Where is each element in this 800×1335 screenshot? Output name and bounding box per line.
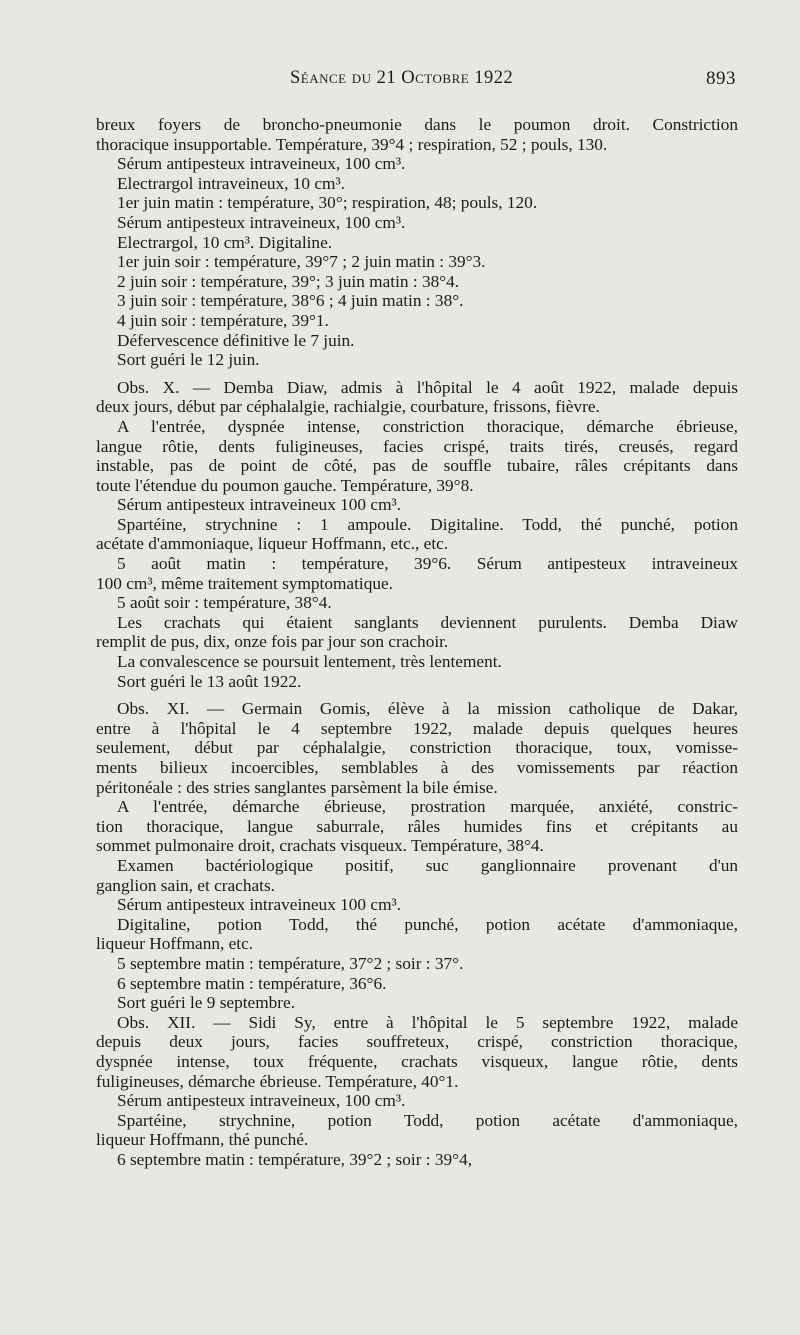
paragraph bbox=[96, 672, 738, 692]
text-line: Défervescence définitive le 7 juin. bbox=[117, 330, 355, 350]
text-line: 2 juin soir : température, 39°; 3 juin matin : 38°4. bbox=[117, 271, 460, 291]
text-line: 5 septembre matin : température, 37°2 ; soir : 37°. bbox=[117, 953, 464, 973]
text-line: Sérum antipesteux intraveineux, 100 cm³. bbox=[117, 154, 406, 174]
text-line: ments bilieux incoercibles, semblables à des vomissements par réaction bbox=[96, 758, 738, 777]
text-line: Sérum antipesteux intraveineux, 100 cm³. bbox=[117, 212, 406, 232]
text-line: A l'entrée, dyspnée intense, constriction thoracique, démarche ébrieuse, bbox=[117, 416, 738, 436]
paragraph bbox=[96, 233, 738, 253]
text-line: Obs. XI. — Germain Gomis, élève à la mission catholique de Dakar, bbox=[117, 699, 738, 719]
paragraph bbox=[96, 213, 738, 233]
text-line: La convalescence se poursuit lentement, très lentement. bbox=[117, 652, 502, 672]
paragraph bbox=[96, 311, 738, 331]
paragraph bbox=[96, 154, 738, 174]
paragraph bbox=[96, 797, 738, 856]
paragraph bbox=[96, 174, 738, 194]
text-line: 6 septembre matin : température, 36°6. bbox=[117, 973, 387, 993]
paragraph bbox=[96, 193, 738, 213]
text-line: 1er juin matin : température, 30°; respiration, 48; pouls, 120. bbox=[117, 193, 538, 213]
running-header bbox=[290, 62, 736, 92]
paragraph bbox=[96, 1013, 738, 1091]
paragraph bbox=[96, 115, 738, 154]
text-line: entre à l'hôpital le 4 septembre 1922, malade depuis quelques heures bbox=[96, 718, 738, 738]
text-line: remplit de pus, dix, onze fois par jour son crachoir. bbox=[96, 632, 449, 652]
text-line: fuligineuses, démarche ébrieuse. Température, 40°1. bbox=[96, 1071, 459, 1091]
paragraph bbox=[96, 272, 738, 292]
paragraph bbox=[96, 252, 738, 272]
text-line: Sort guéri le 9 septembre. bbox=[117, 993, 296, 1013]
text-line: instable, pas de point de côté, pas de souffle tubaire, râles crépitants dans bbox=[96, 456, 738, 476]
text-line: Sort guéri le 12 juin. bbox=[117, 350, 260, 370]
text-line: seulement, début par céphalalgie, constriction thoracique, toux, vomisse- bbox=[96, 738, 738, 758]
paragraph bbox=[96, 593, 738, 613]
text-line: liqueur Hoffmann, thé punché. bbox=[96, 1130, 309, 1150]
paragraph bbox=[96, 350, 738, 370]
text-line: langue rôtie, dents fuligineuses, facies crispé, traits tirés, creusés, regard bbox=[96, 436, 738, 456]
body-text bbox=[96, 115, 738, 1169]
text-line: ganglion sain, et crachats. bbox=[96, 875, 275, 895]
text-line: deux jours, début par céphalalgie, rachialgie, courbature, frissons, fièvre. bbox=[96, 397, 600, 417]
text-line: A l'entrée, démarche ébrieuse, prostration marquée, anxiété, constric- bbox=[117, 797, 738, 817]
paragraph bbox=[96, 1111, 738, 1150]
text-line: thoracique insupportable. Température, 39°4 ; respiration, 52 ; pouls, 130. bbox=[96, 134, 608, 154]
paragraph bbox=[96, 554, 738, 593]
paragraph bbox=[96, 417, 738, 495]
text-line: Spartéine, strychnine, potion Todd, potion acétate d'ammoniaque, bbox=[117, 1110, 738, 1130]
text-line: toute l'étendue du poumon gauche. Température, 39°8. bbox=[96, 475, 474, 495]
text-line: sommet pulmonaire droit, crachats visqueux. Température, 38°4. bbox=[96, 836, 544, 856]
paragraph bbox=[96, 515, 738, 554]
text-line: acétate d'ammoniaque, liqueur Hoffmann, etc., etc. bbox=[96, 534, 449, 554]
paragraph bbox=[96, 974, 738, 994]
text-line: 100 cm³, même traitement symptomatique. bbox=[96, 573, 393, 593]
text-line: 3 juin soir : température, 38°6 ; 4 juin matin : 38°. bbox=[117, 291, 464, 311]
text-line: Les crachats qui étaient sanglants deviennent purulents. Demba Diaw bbox=[117, 612, 738, 632]
text-line: Examen bactériologique positif, suc ganglionnaire provenant d'un bbox=[117, 855, 738, 875]
text-line: Sérum antipesteux intraveineux 100 cm³. bbox=[117, 495, 402, 515]
text-line: breux foyers de broncho-pneumonie dans le poumon droit. Constriction bbox=[96, 115, 738, 134]
text-line: depuis deux jours, facies souffreteux, crispé, constriction thoracique, bbox=[96, 1032, 738, 1052]
text-line: dyspnée intense, toux fréquente, crachats visqueux, langue rôtie, dents bbox=[96, 1051, 738, 1071]
text-line: Obs. XII. — Sidi Sy, entre à l'hôpital le 5 septembre 1922, malade bbox=[117, 1012, 738, 1032]
text-line: Sérum antipesteux intraveineux 100 cm³. bbox=[117, 895, 402, 915]
text-line: Electrargol, 10 cm³. Digitaline. bbox=[117, 232, 333, 252]
text-line: 4 juin soir : température, 39°1. bbox=[117, 310, 329, 330]
paragraph bbox=[96, 856, 738, 895]
text-line: tion thoracique, langue saburrale, râles humides fins et crépitants au bbox=[96, 816, 738, 836]
paragraph bbox=[96, 1150, 738, 1170]
paragraph bbox=[96, 915, 738, 954]
text-line: 6 septembre matin : température, 39°2 ; soir : 39°4, bbox=[117, 1149, 473, 1169]
paragraph bbox=[96, 954, 738, 974]
text-line: Electrargol intraveineux, 10 cm³. bbox=[117, 173, 345, 193]
text-line: Sort guéri le 13 août 1922. bbox=[117, 671, 302, 691]
paragraph bbox=[96, 895, 738, 915]
running-title: Séance du 21 Octobre 1922 bbox=[290, 68, 514, 88]
paragraph bbox=[96, 291, 738, 311]
paragraph bbox=[96, 331, 738, 351]
paragraph bbox=[96, 652, 738, 672]
text-line: Obs. X. — Demba Diaw, admis à l'hôpital le 4 août 1922, malade depuis bbox=[117, 377, 738, 397]
paragraph bbox=[96, 1091, 738, 1111]
paragraph bbox=[96, 699, 738, 797]
text-line: péritonéale : des stries sanglantes parsèment la bile émise. bbox=[96, 777, 498, 797]
text-line: Sérum antipesteux intraveineux, 100 cm³. bbox=[117, 1091, 406, 1111]
paragraph bbox=[96, 378, 738, 417]
paragraph bbox=[96, 993, 738, 1013]
text-line: liqueur Hoffmann, etc. bbox=[96, 934, 254, 954]
text-line: 5 août matin : température, 39°6. Sérum antipesteux intraveineux bbox=[117, 554, 738, 574]
text-line: 1er juin soir : température, 39°7 ; 2 juin matin : 39°3. bbox=[117, 252, 486, 272]
paragraph bbox=[96, 613, 738, 652]
text-line: Digitaline, potion Todd, thé punché, potion acétate d'ammoniaque, bbox=[117, 914, 738, 934]
text-line: 5 août soir : température, 38°4. bbox=[117, 593, 332, 613]
paragraph bbox=[96, 495, 738, 515]
page-number: 893 bbox=[706, 68, 736, 89]
text-line: Spartéine, strychnine : 1 ampoule. Digitaline. Todd, thé punché, potion bbox=[117, 514, 738, 534]
